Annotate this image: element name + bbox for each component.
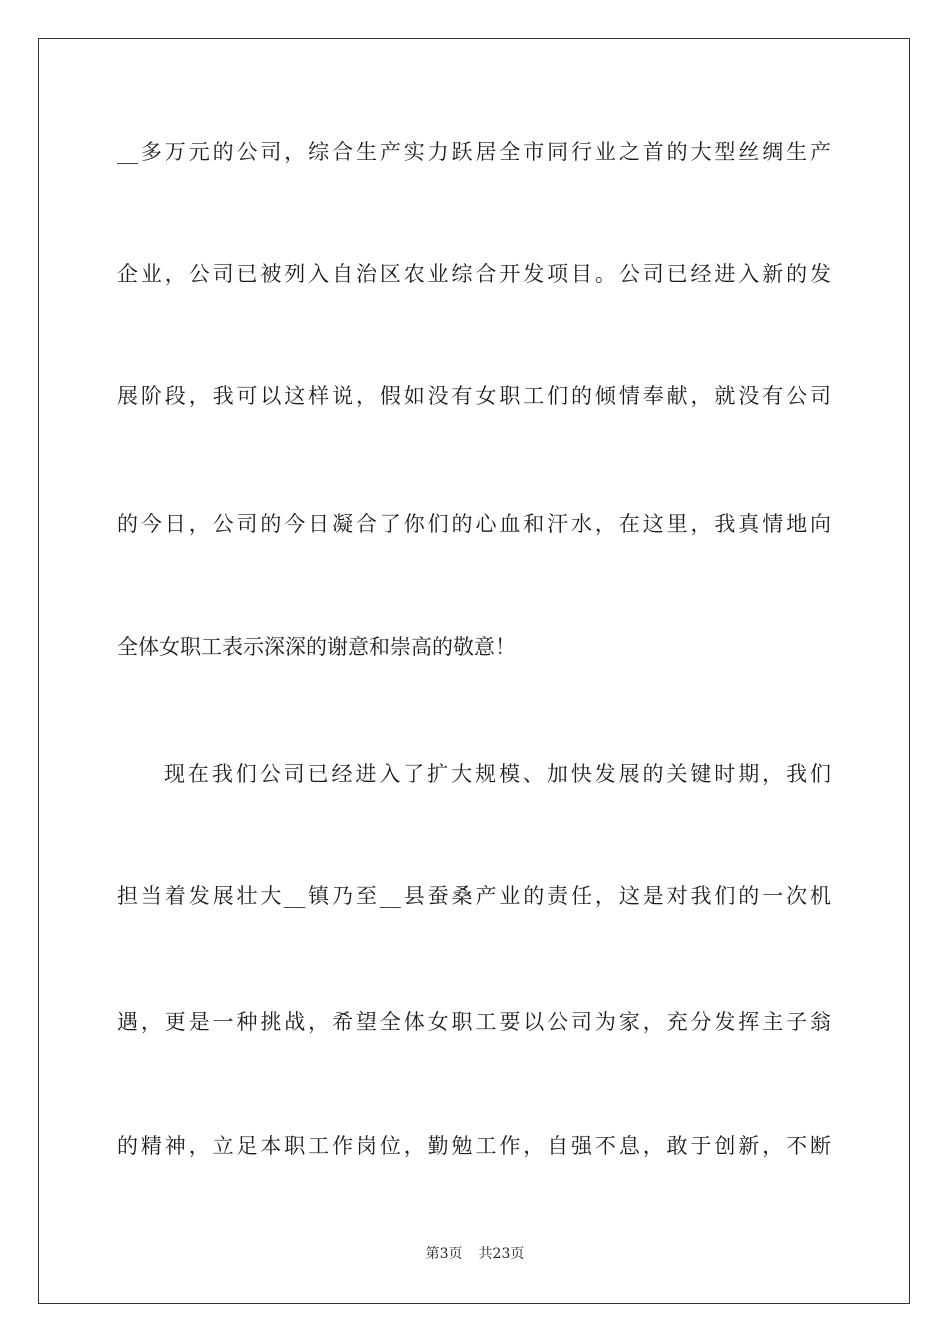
body-text-line-8: 遇，更是一种挑战，希望全体女职工要以公司为家，充分发挥主子翁 <box>117 1010 831 1034</box>
body-text-line-4: 的今日，公司的今日凝合了你们的心血和汗水，在这里，我真情地向 <box>117 512 831 536</box>
page-border <box>38 38 910 1304</box>
page-number: 第3页 <box>425 1246 463 1262</box>
body-text-line-6: 现在我们公司已经进入了扩大规模、加快发展的关键时期，我们 <box>164 762 831 786</box>
body-text-line-5: 全体女职工表示深深的谢意和崇高的敬意！ <box>117 635 516 659</box>
body-text-line-9: 的精神，立足本职工作岗位，勤勉工作，自强不息，敢于创新，不断 <box>117 1134 831 1158</box>
page-footer <box>0 1244 950 1264</box>
body-text-line-7: 担当着发展壮大__镇乃至__县蚕桑产业的责任，这是对我们的一次机 <box>117 884 831 908</box>
body-text-line-3: 展阶段，我可以这样说，假如没有女职工们的倾情奉献，就没有公司 <box>117 384 831 408</box>
body-text-line-1: __多万元的公司，综合生产实力跃居全市同行业之首的大型丝绸生产 <box>117 140 831 164</box>
body-text-line-2: 企业，公司已被列入自治区农业综合开发项目。公司已经进入新的发 <box>117 262 831 286</box>
page-total: 共23页 <box>478 1246 525 1262</box>
